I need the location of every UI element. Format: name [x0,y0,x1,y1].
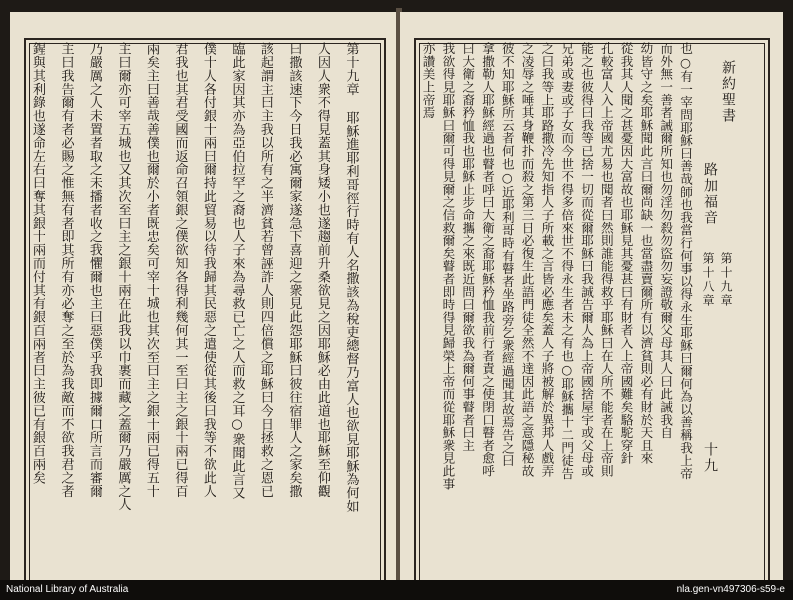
left-text-column: 兩矣主曰善哉善僕也爾於小者既忠矣可宰十城也其次至曰主之銀十兩已得五十 [144,42,159,498]
right-text-column: 之曰我等上耶路撒冷先知指人子所載之言皆必應矣蓋人子將被解於異邦人戲弄 [539,42,555,478]
right-page [400,12,783,580]
right-text-column: 幼皆守之矣耶穌聞此言曰爾尚缺一也當盡賣爾所有以濟貧則必有財於天且來 [638,42,654,465]
chapter-label-19: 第十九章 [719,252,733,308]
record-id: nla.gen-vn497306-s59-e [676,584,785,595]
right-text-column: 我欲得見耶穌曰爾可得見爾之信救爾矣瞽者即時得見歸榮上帝而從耶穌衆見此事 [440,42,456,490]
chapter-label-18: 第十八章 [701,252,715,308]
right-text-column: 亦讚美上帝焉 [420,42,436,119]
left-text-column: 君我也其君受國而返命召領銀之僕欲知各得利幾何其一至曰主之銀十兩已得百 [172,42,188,498]
left-text-column: 主曰我告爾有者必賜之惟無有者即其所有亦必奪之至於為我敵而不欲我君之者 [58,42,74,498]
book-name: 路加福音 [702,162,718,226]
right-text-column: 之凌辱之唾其身鞭扑而殺之第三日必復生此語門徒全然不達因此語之意隱秘故 [519,42,535,478]
right-text-column: 兄弟或妻或子女而今世不得多倍來世不得永生者未之有也○耶穌攜十二門徒告 [559,42,575,480]
left-text-column: 第十九章 耶穌進耶利哥徑行時有人名撒該為稅吏總督乃富人也欲見耶穌為何如 [343,42,359,513]
left-page [10,12,398,580]
right-text-column: 孔較富人入上帝國尤易也聞者曰然則誰能得救乎耶穌曰在人所不能者在上帝則 [598,42,614,478]
right-text-column: 彼不知耶穌所云者何也○近耶利哥時有瞽者坐路旁乞衆經過聞其故焉告之曰 [499,42,515,467]
right-text-column: 能之也彼得曰我等已捨一切而從爾耶穌曰我誠告爾人為上帝國捨屋宇或父母或 [579,42,594,478]
right-text-column: 拿撒勒人耶穌經過也瞽者呼曰大衛之裔耶穌矜恤我前行者責之使閉口瞽者愈呼 [480,42,495,478]
left-text-column: 臨此家因其亦為亞伯拉罕之裔也人子來為尋救已亡之人而救之耳○衆聞此言又 [229,42,245,500]
right-text-column: 而外無一善者誡爾所知也勿淫勿殺勿盜勿妄證敬爾父母其人曰此誡我自 [658,42,674,439]
left-text-column: 該起謂主曰主我以所有之半濟貧若曾誣詐人則四倍償之耶穌曰今日拯救之恩已 [258,42,273,498]
left-text-column: 乃嚴厲之人未置者取之未播者收之我懼爾也主曰惡僕乎我即據爾口所言而審爾 [87,42,102,498]
left-text-column: 主曰爾亦可宰五城也又其次至曰主之銀十兩在此我以巾裹而藏之蓋爾乃嚴厲之人 [115,42,131,511]
page-number: 十九 [702,442,718,474]
right-text-column: 也○有一宰問耶穌曰善哉師也我當行何事以得永生耶穌曰爾何為以善稱我上帝 [678,42,693,480]
book-title: 新約聖書 [720,60,736,124]
left-text-column: 鍟與其利錄也遂命左右曰奪其銀十兩而付其有銀百兩者曰主彼已有銀百兩矣 [30,42,45,485]
right-text-column: 曰大衛之裔矜恤我也耶穌止步命攜之來既近問曰爾欲我為爾何事瞽者曰主 [460,42,476,452]
right-text-column: 從我其人聞之甚憂因大富故也耶穌見其憂甚曰有財者入上帝國難矣駱駝穿針 [618,42,634,465]
footer-bar [0,580,793,600]
left-text-column: 人因人衆不得見蓋其身矮小也遂趨前升桑欲見之因耶穌必由此道也耶穌至仰觀 [315,42,330,498]
left-text-column: 僕十人各付銀十兩曰爾持此貿易以待我歸其民惡之遣使從其後曰我等不欲此人 [201,42,216,498]
left-text-column: 曰撒該速下今日我必寓爾家遂急下喜迎之衆見此怨耶穌曰彼往宿罪人之家矣撒 [286,42,302,498]
library-credit: National Library of Australia [6,584,129,595]
